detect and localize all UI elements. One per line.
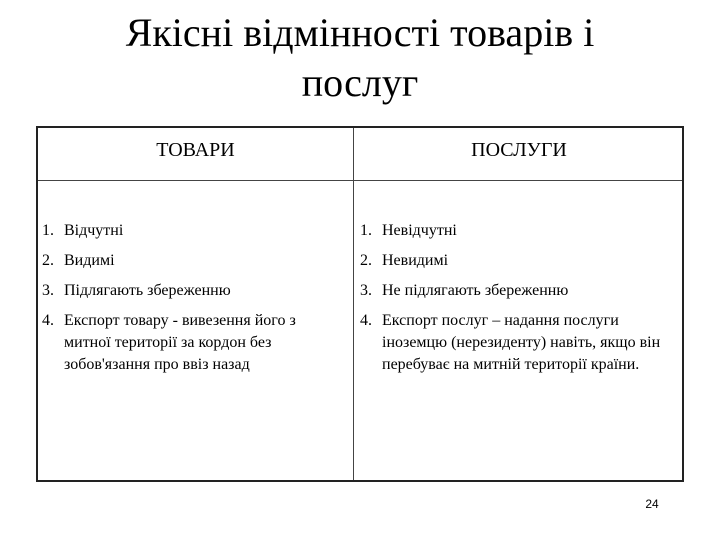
slide-title-line-1: Якісні відмінності товарів і (125, 10, 595, 55)
services-item-text: Експорт послуг – надання послуги іноземцю (нерезиденту) навіть, якщо він перебуває на митній території країни. (382, 312, 661, 373)
services-list (360, 220, 678, 384)
services-item-text: Не підлягають збереженню (382, 282, 569, 299)
goods-item-text: Підлягають збереженню (64, 282, 231, 299)
services-item-text: Невідчутні (382, 222, 457, 239)
services-list-item (360, 220, 678, 242)
comparison-table (36, 126, 684, 482)
goods-column-header: ТОВАРИ (156, 139, 235, 161)
goods-list-item (42, 250, 342, 272)
services-column-header: ПОСЛУГИ (471, 139, 567, 161)
slide-title (0, 8, 720, 108)
services-list-item (360, 250, 678, 272)
services-item-number: 3. (360, 282, 372, 299)
services-item-text: Невидимі (382, 252, 449, 269)
goods-item-number: 1. (42, 222, 54, 239)
goods-item-text: Відчутні (64, 222, 124, 239)
services-item-number: 1. (360, 222, 372, 239)
goods-item-text: Видимі (64, 252, 115, 269)
goods-item-number: 2. (42, 252, 54, 269)
slide-title-line-2: послуг (301, 60, 419, 105)
goods-list-item (42, 280, 342, 302)
goods-list-item (42, 310, 342, 376)
goods-item-number: 3. (42, 282, 54, 299)
services-list-item (360, 310, 678, 376)
page-number: 24 (645, 497, 659, 511)
goods-list (42, 220, 342, 384)
goods-item-number: 4. (42, 312, 54, 329)
goods-item-text: Експорт товару - вивезення його з митної території за кордон без зобов'язання про ввіз назад (64, 312, 296, 373)
services-item-number: 2. (360, 252, 372, 269)
goods-list-item (42, 220, 342, 242)
header-divider (38, 180, 682, 181)
services-list-item (360, 280, 678, 302)
services-item-number: 4. (360, 312, 372, 329)
